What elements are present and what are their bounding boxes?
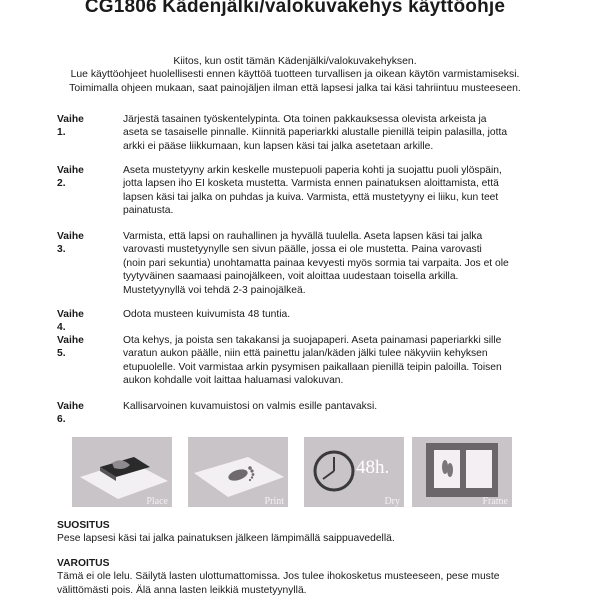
step-line: etupuolelle. Voit varmistaa arkin pysymisen paikallaan pienillä teipin paloilla. Toisen [123, 361, 502, 373]
place-icon [72, 437, 172, 507]
step-line: Aseta mustetyyny arkin keskelle mustepuoli paperia kohti ja suojattu puoli ylöspäin, [123, 165, 502, 176]
icon-caption: Dry [384, 496, 400, 507]
step-line: Ota kehys, ja poista sen takakansi ja suojapaperi. Aseta painamasi paperiarkki sille [123, 335, 502, 346]
step-label: Vaihe 5. [57, 335, 84, 360]
frame-icon [412, 437, 512, 507]
step-label: Vaihe 3. [57, 231, 84, 256]
intro-line: Toimimalla ohjeen mukaan, saat painojäljen ilman että lapsesi jalka tai käsi tahriintuu musteeseen. [69, 82, 521, 94]
step-label: Vaihe 1. [57, 114, 84, 139]
recommendation-text: Pese lapsesi käsi tai jalka painatuksen jälkeen lämpimällä saippuavedellä. [57, 533, 395, 545]
icon-caption: Place [146, 496, 168, 507]
step-label: Vaihe 4. [57, 309, 84, 334]
dry-icon [304, 437, 404, 507]
step-line: (noin pari sekuntia) unohtamatta painaa kevyesti myös sormia tai varpaita. Jos et ole [123, 257, 509, 269]
icon-caption: Print [264, 496, 284, 507]
icon-caption: Frame [482, 496, 508, 507]
document-title: CG1806 Kädenjälki/valokuvakehys käyttöohje [84, 0, 506, 17]
warning-line: Tämä ei ole lelu. Säilytä lasten ulottumattomissa. Jos tulee ihokosketus musteeseen, pese muste [57, 571, 500, 583]
warning-line: välittömästi pois. Älä anna lasten leikkiä mustetyynyllä. [57, 584, 307, 596]
step-line: Kallisarvoinen kuvamuistosi on valmis esille pantavaksi. [123, 401, 378, 412]
step-line: Mustetyynyllä voi tehdä 2-3 painojälkeä. [123, 284, 306, 296]
step-line: lapsen käsi tai jalka on puhdas ja kuiva. Varmista, että mustetyyny ei liiku, kun teet [123, 191, 499, 203]
step-label: Vaihe 2. [57, 165, 84, 190]
step-line: varatun aukon päälle, niin että painettu jalan/käden jälki tulee näkyviin kehyksen [123, 348, 488, 360]
print-icon [188, 437, 288, 507]
instruction-icons [72, 437, 522, 509]
step-line: jotta lapsen iho EI kosketa mustetta. Varmista ennen painatuksen aloittamista, että [123, 178, 499, 190]
step-line: aseta se tasaiselle pinnalle. Kiinnitä paperiarkki alustalle pienillä teipin palasilla, jotta [123, 127, 508, 139]
warning-section [57, 557, 499, 597]
step-line: aukon kohdalle voit laittaa haluamasi valokuvan. [123, 375, 344, 387]
step-line: tyytyväinen saamaasi painojälkeen, voit aloittaa uudestaan toisella arkilla. [123, 271, 459, 283]
step-line: arkki ei pääse liikkumaan, kun lapsen käsi tai jalka asetetaan arkille. [123, 140, 434, 152]
intro [0, 55, 590, 95]
step-line: Järjestä tasainen työskentelypinta. Ota toinen pakkauksessa olevista arkeista ja [123, 114, 487, 125]
step-line: Odota musteen kuivumista 48 tuntia. [123, 309, 291, 320]
step-line: painatusta. [123, 205, 174, 217]
step-line: Varmista, että lapsi on rauhallinen ja hyvällä tuulella. Aseta lapsen käsi tai jalka [123, 231, 483, 242]
hours-label: 48h. [356, 457, 390, 478]
step-label: Vaihe 6. [57, 401, 84, 426]
recommendation-section [57, 519, 395, 546]
warning-heading: VAROITUS [57, 558, 110, 569]
intro-line: Lue käyttöohjeet huolellisesti ennen käyttöä tuotteen turvallisen ja oikean käytön varmistamiseksi. [70, 69, 520, 81]
step-line: varovasti mustetyynylle sen sivun päälle, jossa ei ole mustetta. Paina varovasti [123, 244, 482, 256]
intro-line: Kiitos, kun ostit tämän Kädenjälki/valokuvakehyksen. [173, 56, 417, 67]
recommendation-heading: SUOSITUS [57, 520, 110, 531]
